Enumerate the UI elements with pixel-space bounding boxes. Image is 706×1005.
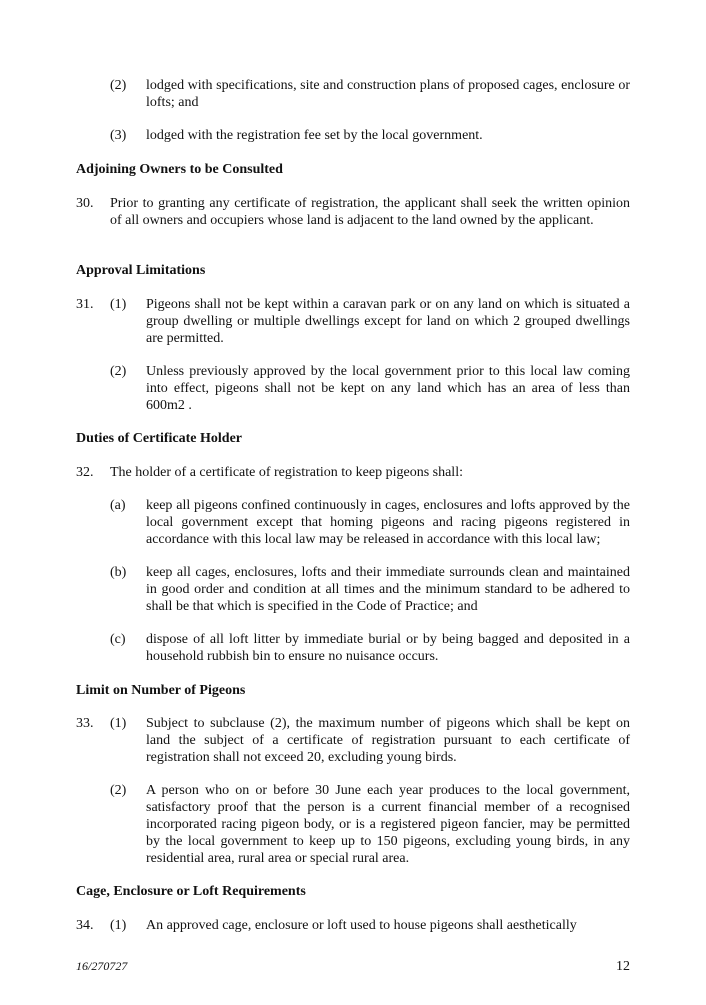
subclause-label: (1)	[110, 716, 127, 731]
document-reference: 16/270727	[76, 959, 128, 973]
clause-32-a	[76, 497, 630, 548]
clause-text: An approved cage, enclosure or loft used to house pigeons shall aesthetically	[146, 918, 577, 933]
subclause-label: (a)	[110, 498, 126, 513]
clause-text: Prior to granting any certificate of registration, the applicant shall seek the written opinion of all owners and occupiers whose land is adjacent to the land owned by the applicant.	[110, 196, 630, 228]
subclause-label: (3)	[110, 128, 127, 143]
subclause-label: (2)	[110, 364, 127, 379]
clause-text: A person who on or before 30 June each year produces to the local government, satisfactory proof that the person is a current financial member of a recognised incorporated racing pigeon body, or is a registered pigeon fancier, may be permitted by the local government to keep up to 150 pigeons, excluding young birds, in any residential area, rural area or special rural area.	[146, 783, 630, 866]
clause-text: lodged with specifications, site and construction plans of proposed cages, enclosure or lofts; and	[146, 78, 630, 110]
clause-33-2	[76, 782, 630, 867]
clause-32-b	[76, 564, 630, 615]
subclause-label: (2)	[110, 783, 127, 798]
clause-text: Subject to subclause (2), the maximum number of pigeons which shall be kept on land the subject of a certificate of registration pursuant to each certificate of registration shall not exceed 20, excluding young birds.	[146, 716, 630, 765]
clause-32-c	[76, 631, 630, 665]
clause-29-3	[76, 127, 630, 144]
subclause-label: (1)	[110, 297, 127, 312]
section-heading: Cage, Enclosure or Loft Requirements	[76, 884, 306, 899]
clause-31-1	[76, 296, 630, 347]
clause-33-1	[76, 715, 630, 766]
section-heading: Adjoining Owners to be Consulted	[76, 162, 283, 177]
clause-number: 32.	[76, 465, 94, 480]
clause-number: 30.	[76, 196, 94, 211]
clause-number: 33.	[76, 716, 94, 731]
clause-text: keep all cages, enclosures, lofts and their immediate surrounds clean and maintained in good order and condition at all times and the minimum standard to be adhered to shall be that which is specified in the Code of Practice; and	[146, 565, 630, 614]
subclause-label: (b)	[110, 565, 127, 580]
clause-text: Pigeons shall not be kept within a caravan park or on any land on which is situated a group dwelling or multiple dwellings except for land on which 2 grouped dwellings are permitted.	[146, 297, 630, 346]
clause-number: 31.	[76, 297, 94, 312]
clause-31-2	[76, 363, 630, 414]
section-heading: Approval Limitations	[76, 263, 206, 278]
clause-text: Unless previously approved by the local government prior to this local law coming into effect, pigeons shall not be kept on any land which has an area of less than 600m2 .	[146, 364, 630, 413]
clause-text: The holder of a certificate of registration to keep pigeons shall:	[110, 465, 463, 480]
section-heading: Duties of Certificate Holder	[76, 431, 242, 446]
clause-30	[76, 195, 630, 229]
section-heading: Limit on Number of Pigeons	[76, 683, 246, 698]
subclause-label: (1)	[110, 918, 127, 933]
subclause-label: (c)	[110, 632, 126, 647]
page-number: 12	[616, 959, 630, 974]
subclause-label: (2)	[110, 78, 127, 93]
clause-29-2	[76, 77, 630, 111]
clause-34-1	[76, 917, 630, 934]
clause-text: lodged with the registration fee set by the local government.	[146, 128, 483, 143]
clause-number: 34.	[76, 918, 94, 933]
clause-text: keep all pigeons confined continuously in cages, enclosures and lofts approved by the local government except that homing pigeons and racing pigeons registered in accordance with this local law may be released in accordance with this local law;	[146, 498, 630, 547]
clause-32	[76, 464, 630, 481]
clause-text: dispose of all loft litter by immediate burial or by being bagged and deposited in a household rubbish bin to ensure no nuisance occurs.	[146, 632, 630, 664]
